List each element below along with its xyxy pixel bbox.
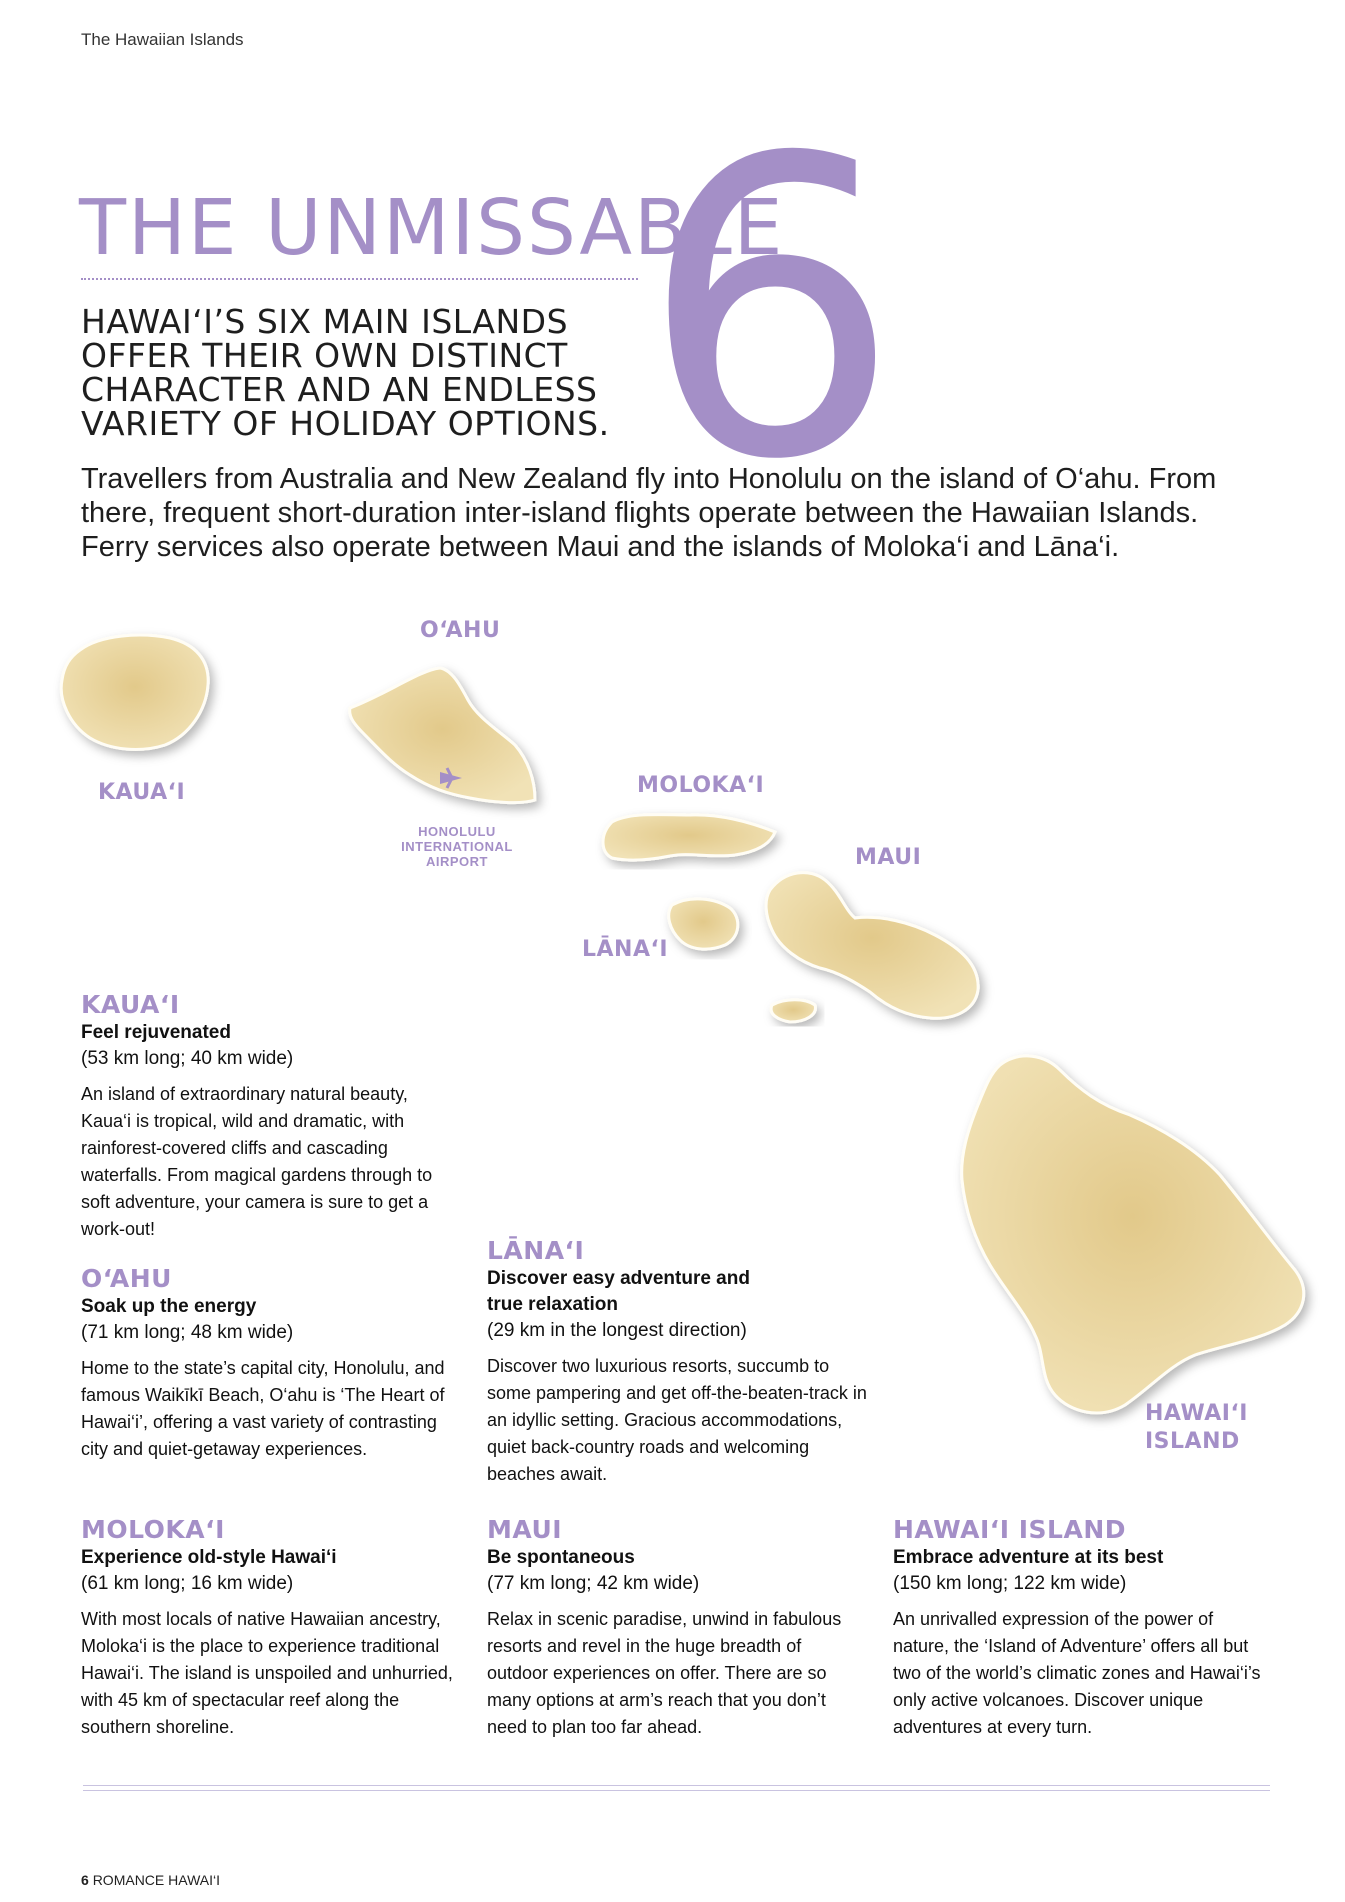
island-size: (53 km long; 40 km wide)	[81, 1048, 294, 1069]
map-label-airport: HONOLULU INTERNATIONAL AIRPORT	[401, 824, 513, 869]
island-tagline: Feel rejuvenated	[81, 1022, 231, 1043]
island-description: Home to the state’s capital city, Honolulu, and famous Waikīkī Beach, O‘ahu is ‘The Heart of Hawai‘i’, offering a vast variety of contrasting city and quiet-getaway experiences.	[81, 1358, 445, 1459]
maui-island-shape	[766, 873, 978, 1019]
island-section-lanai	[487, 1236, 867, 1488]
lanai-island-shape	[669, 899, 738, 949]
island-heading: KAUA‘I	[81, 990, 180, 1019]
island-heading: MAUI	[487, 1515, 563, 1544]
kauai-island-shape	[61, 635, 208, 749]
island-size: (29 km in the longest direction)	[487, 1320, 747, 1341]
page-title: THE UNMISSABLE	[79, 184, 785, 273]
island-section-maui	[487, 1515, 867, 1741]
island-tagline: Experience old-style Hawai‘i	[81, 1547, 337, 1568]
map-label-kauai: KAUA‘I	[98, 780, 186, 805]
island-tagline: Be spontaneous	[487, 1547, 635, 1568]
island-heading: HAWAI‘I ISLAND	[893, 1515, 1127, 1544]
publication-name: ROMANCE HAWAI‘I	[92, 1872, 220, 1888]
page-number: 6	[81, 1872, 89, 1888]
island-size: (61 km long; 16 km wide)	[81, 1573, 294, 1594]
island-size: (71 km long; 48 km wide)	[81, 1322, 294, 1343]
island-tagline: Soak up the energy	[81, 1296, 257, 1317]
map-label-lanai: LĀNA‘I	[582, 937, 669, 962]
island-tagline: Discover easy adventure and true relaxation	[487, 1268, 750, 1315]
title-divider	[81, 278, 638, 280]
map-label-molokai: MOLOKA‘I	[637, 773, 765, 798]
map-label-oahu: O‘AHU	[420, 618, 501, 643]
island-heading: LĀNA‘I	[487, 1236, 585, 1265]
island-size: (150 km long; 122 km wide)	[893, 1573, 1127, 1594]
small-island-shape	[771, 1000, 815, 1022]
island-section-kauai	[81, 990, 451, 1243]
island-description: With most locals of native Hawaiian ancestry, Moloka‘i is the place to experience traditional Hawai‘i. The island is unspoiled and unhurried, with 45 km of spectacular reef along the southern shoreline.	[81, 1609, 453, 1737]
map-label-hawaii-island: HAWAI‘I ISLAND	[1145, 1401, 1248, 1454]
island-description: Discover two luxurious resorts, succumb to some pampering and get off-the-beaten-track in an idyllic setting. Gracious accommodations, quiet back-country roads and welcoming beaches await.	[487, 1356, 867, 1484]
island-description: An island of extraordinary natural beauty, Kaua‘i is tropical, wild and dramatic, with rainforest-covered cliffs and cascading waterfalls. From magical gardens through to soft adventure, your camera is sure to get a work-out!	[81, 1084, 433, 1239]
island-section-oahu	[81, 1264, 451, 1463]
big-number: 6	[640, 71, 901, 549]
running-head: The Hawaiian Islands	[81, 30, 244, 49]
page-footer	[81, 1872, 220, 1888]
island-section-molokai	[81, 1515, 471, 1741]
island-tagline: Embrace adventure at its best	[893, 1547, 1164, 1568]
map-label-maui: MAUI	[855, 845, 922, 870]
island-heading: O‘AHU	[81, 1264, 172, 1293]
hawaii-island-shape	[962, 1056, 1304, 1413]
island-description: Relax in scenic paradise, unwind in fabulous resorts and revel in the huge breadth of outdoor experiences on offer. There are so many options at arm’s reach that you don’t need to plan too far ahead.	[487, 1609, 842, 1737]
island-description: An unrivalled expression of the power of nature, the ‘Island of Adventure’ offers all but two of the world’s climatic zones and Hawai‘i’s only active volcanoes. Discover unique adventures at every turn.	[893, 1609, 1261, 1737]
page-subtitle: HAWAI‘I’S SIX MAIN ISLANDS OFFER THEIR OWN DISTINCT CHARACTER AND AN ENDLESS VARIETY OF HOLIDAY OPTIONS.	[81, 302, 610, 443]
intro-paragraph: Travellers from Australia and New Zealand fly into Honolulu on the island of O‘ahu. From there, frequent short-duration inter-island flights operate between the Hawaiian Islands. Ferry services also operate between Maui and the islands of Moloka‘i and Lāna‘i.	[81, 463, 1217, 563]
island-heading: MOLOKA‘I	[81, 1515, 225, 1544]
island-size: (77 km long; 42 km wide)	[487, 1573, 700, 1594]
molokai-island-shape	[603, 815, 775, 861]
footer-divider	[83, 1785, 1270, 1791]
island-section-hawaii	[893, 1515, 1263, 1741]
